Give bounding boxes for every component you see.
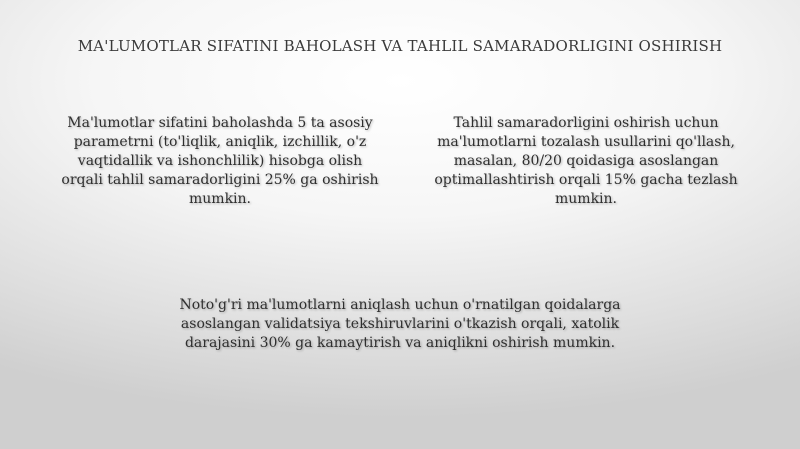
right-paragraph: Tahlil samaradorligini oshirish uchun ma'lumotlarni tozalash usullarini qo'llash, masalan, 80/20 qoidasiga asoslangan optimallashtirish orqali 15% gacha tezlash mumkin. bbox=[434, 115, 738, 207]
slide-title: MA'LUMOTLAR SIFATINI BAHOLASH VA TAHLIL SAMARADORLIGINI OSHIRISH bbox=[77, 37, 723, 55]
bottom-paragraph: Noto'g'ri ma'lumotlarni aniqlash uchun o'rnatilgan qoidalarga asoslangan validatsiya tekshiruvlarini o'tkazish orqali, xatolik darajasini 30% ga kamaytirish va aniqlikni oshirish mumkin. bbox=[179, 297, 621, 351]
left-paragraph: Ma'lumotlar sifatini baholashda 5 ta asosiy parametrni (to'liqlik, aniqlik, izchillik, o'z vaqtidallik va ishonchlilik) hisobga olish orqali tahlil samaradorligini 25% ga oshirish mumkin. bbox=[61, 115, 379, 207]
